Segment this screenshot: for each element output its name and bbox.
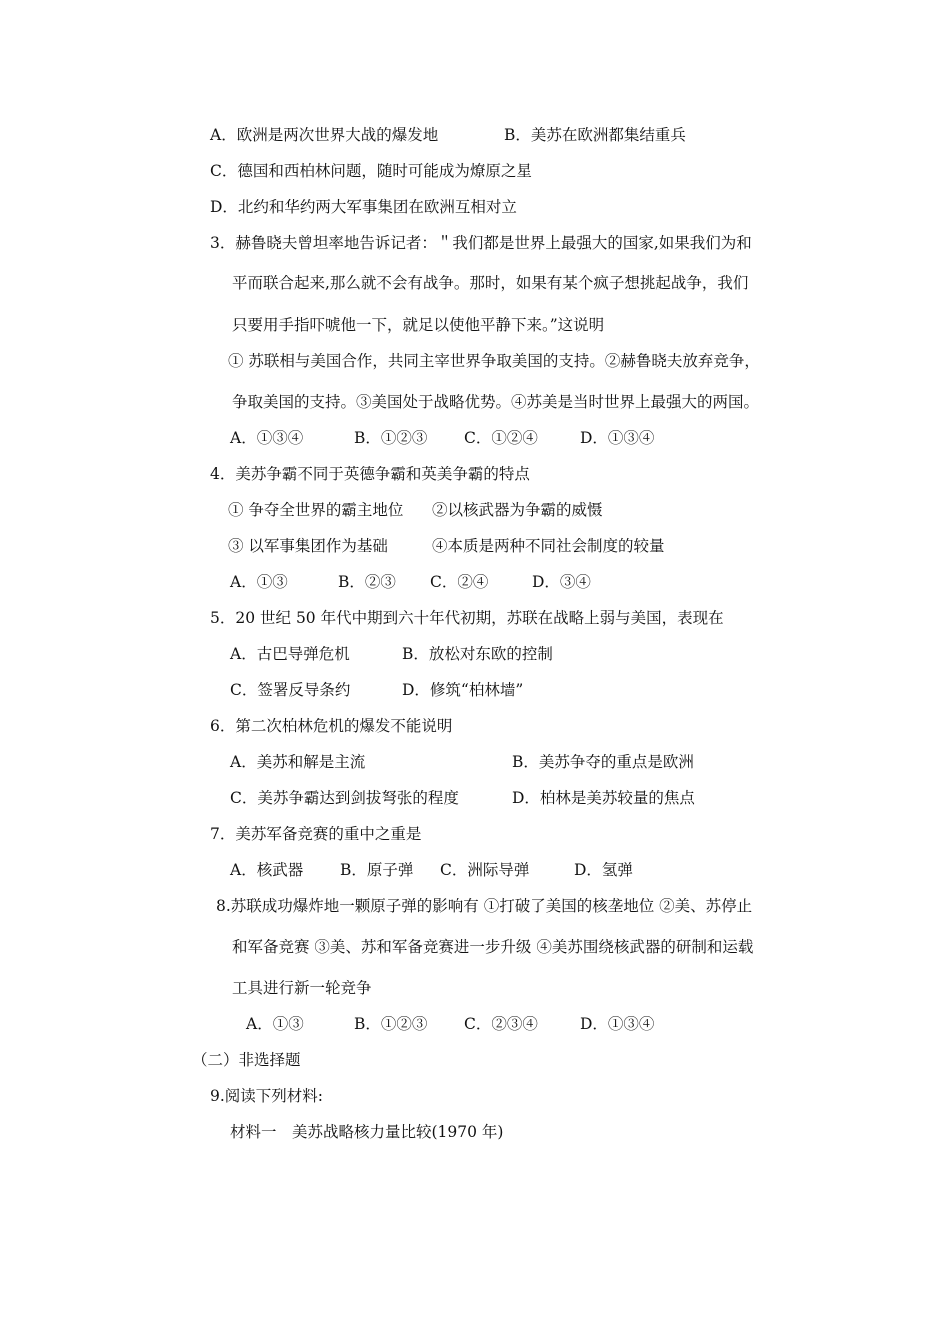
q2-option-b: B．美苏在欧洲都集结重兵 <box>504 126 686 144</box>
q3-option-c: C．①②④ <box>464 429 538 447</box>
q3-stem-line-1: 3．赫鲁晓夫曾坦率地告诉记者：＂我们都是世界上最强大的国家,如果我们为和 <box>210 234 752 252</box>
q6-stem: 6．第二次柏林危机的爆发不能说明 <box>210 717 453 735</box>
q3-option-a: A．①③④ <box>230 429 304 447</box>
q5-option-a: A．古巴导弹危机 <box>230 645 350 663</box>
q4-item-3: ③ 以军事集团作为基础 <box>228 537 388 555</box>
q8-option-b: B．①②③ <box>354 1015 428 1033</box>
q8-stem-line-2: 和军备竞赛 ③美、苏和军备竞赛进一步升级 ④美苏围绕核武器的研制和运载 <box>232 938 754 956</box>
q7-option-b: B．原子弹 <box>340 861 414 879</box>
q3-option-b: B．①②③ <box>354 429 428 447</box>
q4-option-c: C．②④ <box>430 573 489 591</box>
q7-stem: 7．美苏军备竞赛的重中之重是 <box>210 825 422 843</box>
q4-option-b: B．②③ <box>338 573 396 591</box>
q6-option-d: D．柏林是美苏较量的焦点 <box>512 789 695 807</box>
q2-option-c: C．德国和西柏林问题，随时可能成为燎原之星 <box>210 162 532 180</box>
q3-option-d: D．①③④ <box>580 429 655 447</box>
q8-option-d: D．①③④ <box>580 1015 655 1033</box>
q7-option-d: D．氢弹 <box>574 861 633 879</box>
q8-stem-line-1: 8.苏联成功爆炸地一颗原子弹的影响有 ①打破了美国的核垄地位 ②美、苏停止 <box>216 897 753 915</box>
q8-option-c: C．②③④ <box>464 1015 538 1033</box>
q3-choice-line-2: 争取美国的支持。③美国处于战略优势。④苏美是当时世界上最强大的两国。 <box>232 393 760 411</box>
q4-option-d: D．③④ <box>532 573 591 591</box>
q4-stem: 4．美苏争霸不同于英德争霸和英美争霸的特点 <box>210 465 530 483</box>
q4-item-1: ① 争夺全世界的霸主地位 <box>228 501 404 519</box>
q5-option-c: C．签署反导条约 <box>230 681 351 699</box>
q4-item-4: ④本质是两种不同社会制度的较量 <box>432 537 665 555</box>
q6-option-c: C．美苏争霸达到剑拔弩张的程度 <box>230 789 459 807</box>
q2-option-a: A．欧洲是两次世界大战的爆发地 <box>210 126 439 144</box>
q9-material-1-title: 材料一 美苏战略核力量比较(1970 年) <box>230 1123 504 1141</box>
q8-option-a: A．①③ <box>246 1015 304 1033</box>
q3-choice-line-1: ① 苏联相与美国合作，共同主宰世界争取美国的支持。②赫鲁晓夫放弃竞争， <box>228 352 760 370</box>
q3-stem-line-2: 平而联合起来,那么就不会有战争。那时，如果有某个疯子想挑起战争，我们 <box>232 274 749 292</box>
section-heading: （二）非选择题 <box>192 1051 301 1069</box>
q9-stem: 9.阅读下列材料: <box>210 1087 324 1105</box>
q7-option-a: A．核武器 <box>230 861 304 879</box>
q2-option-d: D．北约和华约两大军事集团在欧洲互相对立 <box>210 198 517 216</box>
q5-stem: 5．20 世纪 50 年代中期到六十年代初期，苏联在战略上弱与美国，表现在 <box>210 609 724 627</box>
q6-option-b: B．美苏争夺的重点是欧洲 <box>512 753 694 771</box>
q6-option-a: A．美苏和解是主流 <box>230 753 366 771</box>
q5-option-d: D．修筑“柏林墙” <box>402 681 524 699</box>
q5-option-b: B．放松对东欧的控制 <box>402 645 553 663</box>
q8-stem-line-3: 工具进行新一轮竞争 <box>232 979 372 997</box>
q4-item-2: ②以核武器为争霸的威慑 <box>432 501 603 519</box>
q4-option-a: A．①③ <box>230 573 288 591</box>
q3-stem-line-3: 只要用手指吓唬他一下，就足以使他平静下来。”这说明 <box>232 316 605 334</box>
q7-option-c: C．洲际导弹 <box>440 861 530 879</box>
